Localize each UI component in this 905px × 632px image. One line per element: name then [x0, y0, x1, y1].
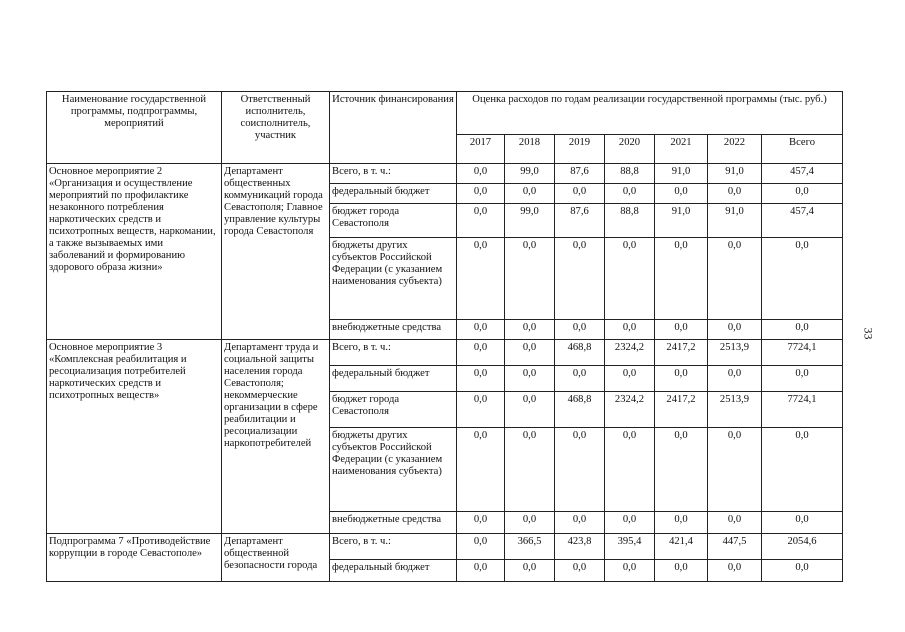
funding-source: Всего, в т. ч.: [330, 534, 457, 560]
value-cell: 0,0 [655, 320, 708, 340]
value-cell: 0,0 [457, 320, 505, 340]
funding-source: бюджеты других субъектов Российской Федерации (с указанием наименования субъекта) [330, 238, 457, 320]
header-total: Всего [762, 135, 843, 164]
value-cell: 0,0 [655, 238, 708, 320]
header-year: 2021 [655, 135, 708, 164]
value-cell: 0,0 [655, 560, 708, 582]
value-cell: 0,0 [555, 238, 605, 320]
activity-name: Основное мероприятие 2 «Организация и осуществление мероприятий по профилактике незаконного потребления наркотических средств и психотропных веществ, наркомании, а также вызываемых ими заболеваний и формированию здорового образа жизни» [47, 164, 222, 340]
value-cell: 421,4 [655, 534, 708, 560]
value-cell: 91,0 [708, 204, 762, 238]
value-cell: 2513,9 [708, 340, 762, 366]
table-row [47, 164, 843, 184]
value-cell: 99,0 [505, 164, 555, 184]
value-cell: 0,0 [555, 184, 605, 204]
value-cell: 0,0 [457, 366, 505, 392]
value-cell: 0,0 [655, 512, 708, 534]
total-cell: 0,0 [762, 512, 843, 534]
value-cell: 0,0 [708, 238, 762, 320]
header-responsible: Ответственный исполнитель, соисполнитель, участник [222, 92, 330, 164]
value-cell: 0,0 [457, 204, 505, 238]
total-cell: 7724,1 [762, 392, 843, 428]
value-cell: 0,0 [605, 238, 655, 320]
header-year: 2022 [708, 135, 762, 164]
total-cell: 0,0 [762, 560, 843, 582]
header-year: 2018 [505, 135, 555, 164]
value-cell: 0,0 [505, 184, 555, 204]
value-cell: 87,6 [555, 164, 605, 184]
funding-source: внебюджетные средства [330, 512, 457, 534]
value-cell: 99,0 [505, 204, 555, 238]
value-cell: 0,0 [457, 560, 505, 582]
value-cell: 0,0 [555, 560, 605, 582]
value-cell: 0,0 [555, 366, 605, 392]
value-cell: 395,4 [605, 534, 655, 560]
value-cell: 2417,2 [655, 392, 708, 428]
value-cell: 0,0 [708, 320, 762, 340]
value-cell: 0,0 [457, 534, 505, 560]
header-year: 2019 [555, 135, 605, 164]
value-cell: 423,8 [555, 534, 605, 560]
value-cell: 0,0 [605, 512, 655, 534]
funding-source: федеральный бюджет [330, 366, 457, 392]
value-cell: 0,0 [505, 512, 555, 534]
responsible-executor: Департамент общественных коммуникаций города Севастополя; Главное управление культуры города Севастополя [222, 164, 330, 340]
value-cell: 0,0 [457, 392, 505, 428]
responsible-executor: Департамент труда и социальной защиты населения города Севастополя; некоммерческие организации в сфере реабилитации и ресоциализации наркопотребителей [222, 340, 330, 534]
value-cell: 0,0 [555, 428, 605, 512]
total-cell: 457,4 [762, 164, 843, 184]
value-cell: 468,8 [555, 340, 605, 366]
header-source: Источник финансирования [330, 92, 457, 164]
total-cell: 0,0 [762, 366, 843, 392]
value-cell: 366,5 [505, 534, 555, 560]
total-cell: 7724,1 [762, 340, 843, 366]
header-estimate: Оценка расходов по годам реализации государственной программы (тыс. руб.) [457, 92, 843, 135]
table-row [47, 534, 843, 560]
value-cell: 0,0 [457, 164, 505, 184]
total-cell: 457,4 [762, 204, 843, 238]
value-cell: 0,0 [555, 320, 605, 340]
value-cell: 447,5 [708, 534, 762, 560]
value-cell: 0,0 [505, 366, 555, 392]
funding-source: бюджеты других субъектов Российской Федерации (с указанием наименования субъекта) [330, 428, 457, 512]
value-cell: 0,0 [655, 184, 708, 204]
total-cell: 0,0 [762, 428, 843, 512]
total-cell: 0,0 [762, 238, 843, 320]
value-cell: 0,0 [555, 512, 605, 534]
value-cell: 0,0 [505, 320, 555, 340]
table-row [47, 340, 843, 366]
value-cell: 0,0 [457, 428, 505, 512]
value-cell: 0,0 [708, 560, 762, 582]
value-cell: 0,0 [605, 366, 655, 392]
value-cell: 91,0 [655, 164, 708, 184]
value-cell: 2513,9 [708, 392, 762, 428]
value-cell: 0,0 [605, 560, 655, 582]
value-cell: 2324,2 [605, 392, 655, 428]
responsible-executor: Департамент общественной безопасности города [222, 534, 330, 582]
value-cell: 0,0 [605, 428, 655, 512]
value-cell: 91,0 [708, 164, 762, 184]
total-cell: 0,0 [762, 184, 843, 204]
value-cell: 0,0 [505, 340, 555, 366]
total-cell: 2054,6 [762, 534, 843, 560]
value-cell: 0,0 [708, 184, 762, 204]
funding-source: Всего, в т. ч.: [330, 164, 457, 184]
value-cell: 0,0 [708, 428, 762, 512]
value-cell: 0,0 [605, 320, 655, 340]
funding-source: федеральный бюджет [330, 560, 457, 582]
value-cell: 88,8 [605, 204, 655, 238]
value-cell: 0,0 [708, 512, 762, 534]
value-cell: 0,0 [505, 392, 555, 428]
funding-source: бюджет города Севастополя [330, 204, 457, 238]
header-year: 2020 [605, 135, 655, 164]
value-cell: 2324,2 [605, 340, 655, 366]
activity-name: Основное мероприятие 3 «Комплексная реабилитация и ресоциализация потребителей наркотических средств и психотропных веществ» [47, 340, 222, 534]
header-year: 2017 [457, 135, 505, 164]
value-cell: 88,8 [605, 164, 655, 184]
value-cell: 0,0 [457, 340, 505, 366]
page-number: 33 [861, 327, 876, 340]
value-cell: 2417,2 [655, 340, 708, 366]
value-cell: 0,0 [708, 366, 762, 392]
funding-source: внебюджетные средства [330, 320, 457, 340]
value-cell: 0,0 [655, 428, 708, 512]
value-cell: 0,0 [505, 428, 555, 512]
header-name: Наименование государственной программы, подпрограммы, мероприятий [47, 92, 222, 164]
funding-source: бюджет города Севастополя [330, 392, 457, 428]
funding-source: Всего, в т. ч.: [330, 340, 457, 366]
budget-table [46, 91, 843, 582]
value-cell: 0,0 [655, 366, 708, 392]
value-cell: 0,0 [605, 184, 655, 204]
activity-name: Подпрограмма 7 «Противодействие коррупции в городе Севастополе» [47, 534, 222, 582]
value-cell: 0,0 [505, 238, 555, 320]
funding-source: федеральный бюджет [330, 184, 457, 204]
value-cell: 0,0 [457, 238, 505, 320]
value-cell: 87,6 [555, 204, 605, 238]
value-cell: 468,8 [555, 392, 605, 428]
value-cell: 91,0 [655, 204, 708, 238]
total-cell: 0,0 [762, 320, 843, 340]
value-cell: 0,0 [505, 560, 555, 582]
value-cell: 0,0 [457, 184, 505, 204]
value-cell: 0,0 [457, 512, 505, 534]
